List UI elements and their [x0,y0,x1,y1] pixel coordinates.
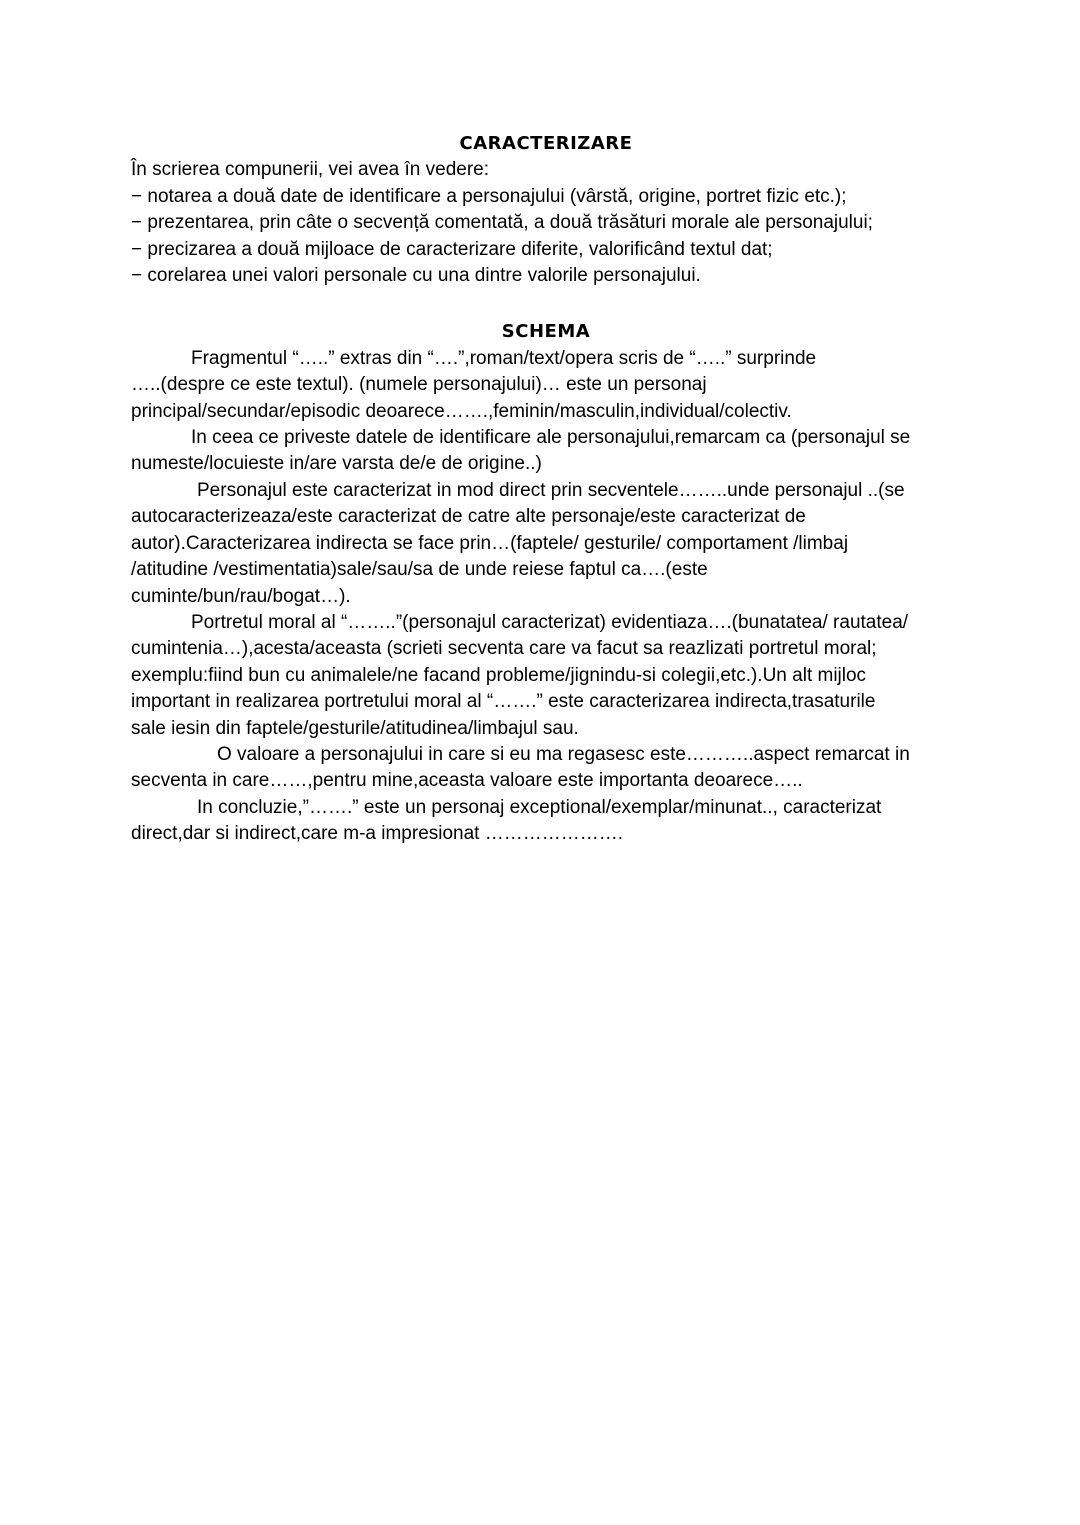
paragraph-line: Fragmentul “…..” extras din “….”,roman/text/opera scris de “…..” surprinde [191,347,817,369]
paragraph-line: secventa in care……,pentru mine,aceasta valoare este importanta deoarece….. [131,770,803,792]
paragraph-line: autocaracterizeaza/este caracterizat de catre alte personaje/este caracterizat de [131,506,806,528]
schema-paragraph-characterization [131,478,961,610]
caracterizare-title: CARACTERIZARE [459,133,633,154]
paragraph-line: Personajul este caracterizat in mod direct prin secventele……..unde personajul ..(se [197,479,905,501]
requirement-item: − precizarea a două mijloace de caracterizare diferite, valorificând textul dat; [131,238,773,260]
paragraph-line: exemplu:fiind bun cu animalele/ne facand probleme/jignindu-si colegii,etc.).Un alt mijloc [131,664,867,686]
caracterizare-intro: În scrierea compunerii, vei avea în vedere: [131,159,490,181]
paragraph-line: Portretul moral al “……..”(personajul caracterizat) evidentiaza….(bunatatea/ rautatea/ [191,611,909,633]
paragraph-line: important in realizarea portretului moral al “…….” este caracterizarea indirecta,trasaturile [131,691,876,713]
paragraph-line: numeste/locuieste in/are varsta de/e de origine..) [131,453,542,475]
requirement-item: − prezentarea, prin câte o secvență comentată, a două trăsături morale ale personajului; [131,212,873,234]
paragraph-line: cuminte/bun/rau/bogat…). [131,585,351,607]
document-content [131,131,961,848]
schema-paragraph-personal-value [131,742,961,795]
requirement-item: − corelarea unei valori personale cu una dintre valorile personajului. [131,265,701,287]
paragraph-line: cumintenia…),acesta/aceasta (scrieti secventa care va facut sa reazlizati portretul moral; [131,638,877,660]
paragraph-line: In concluzie,”…….” este un personaj exceptional/exemplar/minunat.., caracterizat [197,796,882,818]
section-gap [131,289,961,319]
schema-paragraph-intro [131,346,961,425]
paragraph-line: In ceea ce priveste datele de identificare ale personajului,remarcam ca (personajul se [191,427,911,449]
paragraph-line: direct,dar si indirect,care m-a impresionat …………………. [131,823,624,845]
schema-paragraph-conclusion [131,795,961,848]
schema-paragraph-identification [131,425,961,478]
schema-paragraph-moral-portrait [131,610,961,742]
schema-title: SCHEMA [501,321,591,343]
paragraph-line: principal/secundar/episodic deoarece…….,feminin/masculin,individual/colectiv. [131,400,792,422]
paragraph-line: /atitudine /vestimentatia)sale/sau/sa de unde reiese faptul ca….(este [131,559,708,581]
paragraph-line: autor).Caracterizarea indirecta se face prin…(faptele/ gesturile/ comportament /limbaj [131,532,849,554]
paragraph-line: sale iesin din faptele/gesturile/atitudinea/limbajul sau. [131,717,579,739]
paragraph-line: …..(despre ce este textul). (numele personajului)… este un personaj [131,374,707,396]
paragraph-line: O valoare a personajului in care si eu ma regasesc este………..aspect remarcat in [217,743,910,765]
requirement-item: − notarea a două date de identificare a personajului (vârstă, origine, portret fizic etc.); [131,185,847,207]
